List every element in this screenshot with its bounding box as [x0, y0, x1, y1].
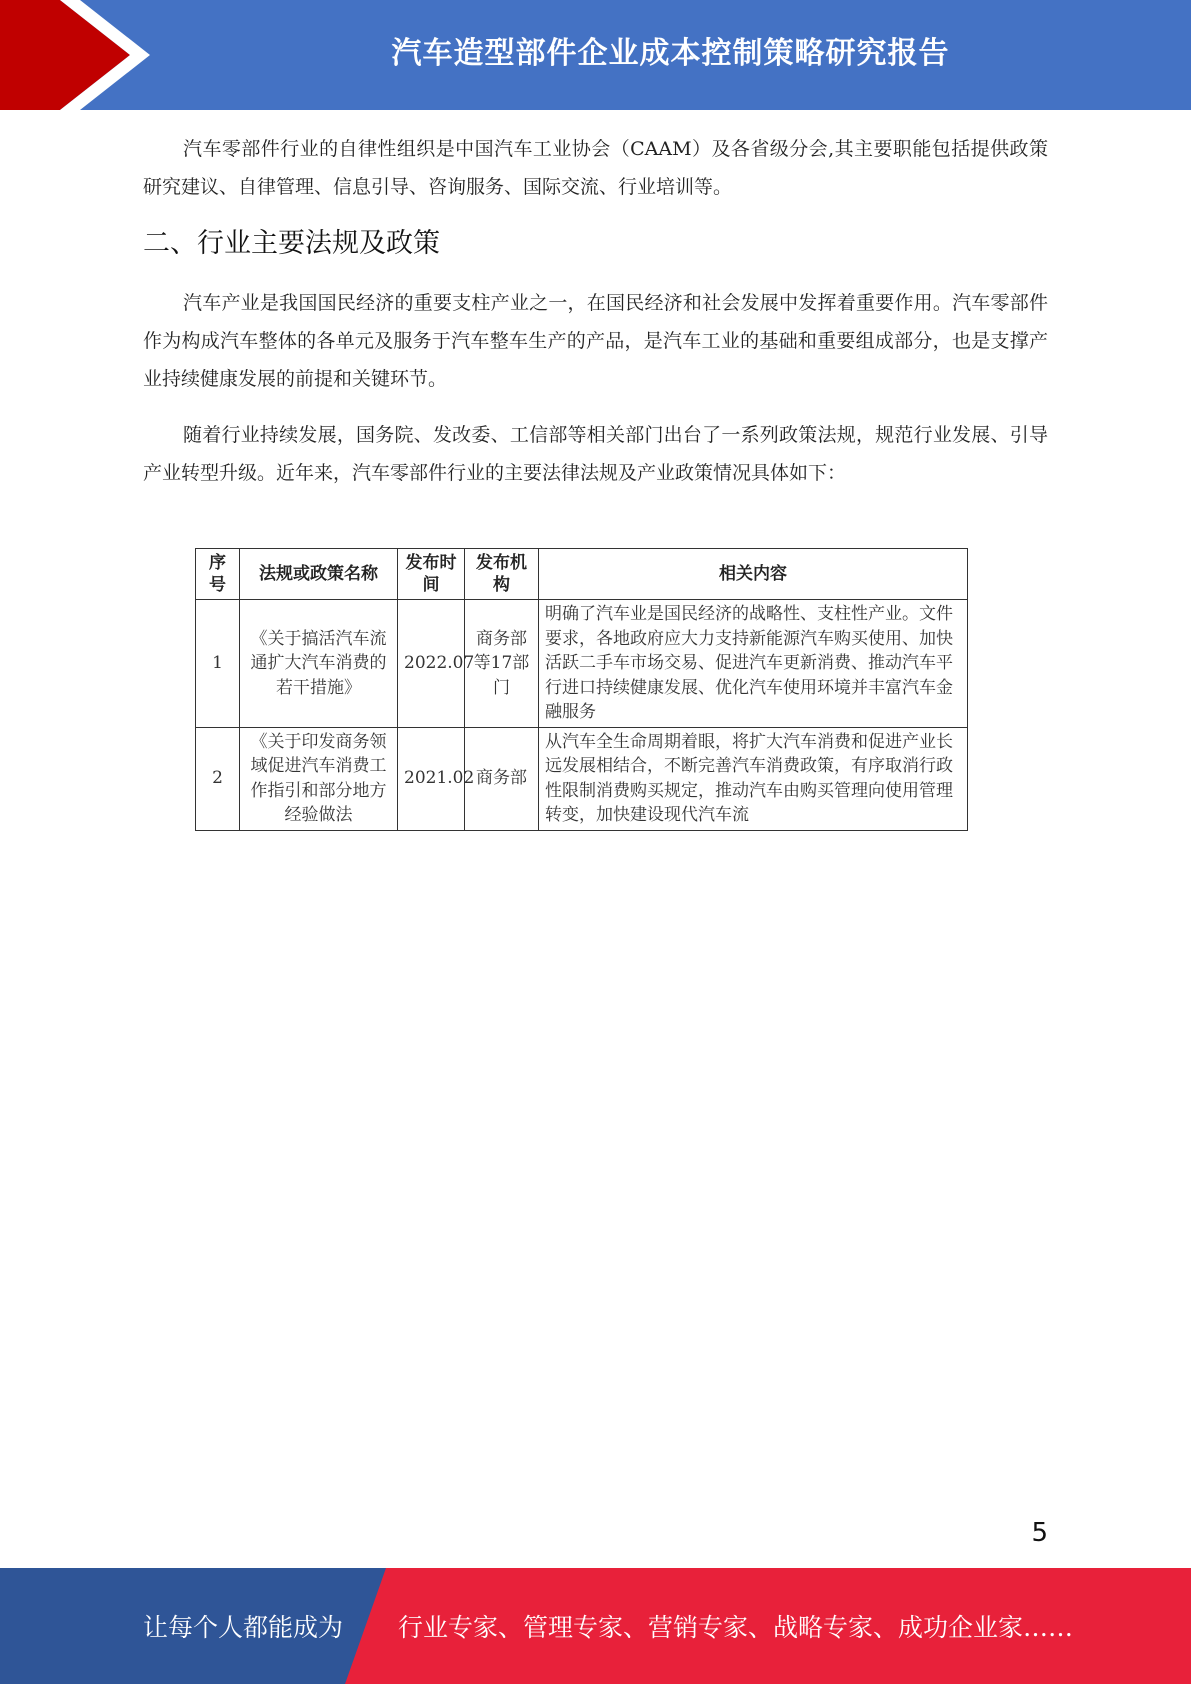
- footer-slogan-left: 让每个人都能成为: [143, 1613, 344, 1642]
- page-header: [0, 0, 1191, 110]
- cell-release-date: 2021.02: [398, 727, 465, 830]
- page-footer: [0, 1568, 1191, 1684]
- page-number: 5: [1031, 1518, 1048, 1548]
- header-number: 序号: [196, 549, 240, 600]
- policy-table-wrapper: [195, 548, 967, 831]
- cell-policy-name: 《关于搞活汽车流通扩大汽车消费的若干措施》: [240, 600, 398, 728]
- cell-issuing-agency: 商务部等17部门: [465, 600, 539, 728]
- cell-number: 2: [196, 727, 240, 830]
- header-arrow-decoration: [0, 0, 160, 110]
- header-content: 相关内容: [539, 549, 968, 600]
- policy-table: [195, 548, 968, 831]
- header-policy-name: 法规或政策名称: [240, 549, 398, 600]
- table-row: [196, 600, 968, 728]
- header-red-chevron: [0, 0, 130, 110]
- cell-release-date: 2022.07: [398, 600, 465, 728]
- table-row: [196, 727, 968, 830]
- cell-issuing-agency: 商务部: [465, 727, 539, 830]
- report-title: 汽车造型部件企业成本控制策略研究报告: [391, 36, 950, 71]
- footer-slogan-right: 行业专家、管理专家、营销专家、战略专家、成功企业家……: [398, 1613, 1074, 1642]
- cell-content: 从汽车全生命周期着眼，将扩大汽车消费和促进产业长远发展相结合，不断完善汽车消费政策，有序取消行政性限制消费购买规定，推动汽车由购买管理向使用管理转变，加快建设现代汽车流: [539, 727, 968, 830]
- cell-number: 1: [196, 600, 240, 728]
- header-issuing-agency: 发布机构: [465, 549, 539, 600]
- section-heading: 二、行业主要法规及政策: [143, 228, 440, 259]
- page-content: [143, 130, 1048, 510]
- cell-policy-name: 《关于印发商务领域促进汽车消费工作指引和部分地方经验做法: [240, 727, 398, 830]
- paragraph-policy-intro: 随着行业持续发展，国务院、发改委、工信部等相关部门出台了一系列政策法规，规范行业发展、引导产业转型升级。近年来，汽车零部件行业的主要法律法规及产业政策情况具体如下：: [143, 424, 1048, 484]
- table-header-row: [196, 549, 968, 600]
- paragraph-caam: 汽车零部件行业的自律性组织是中国汽车工业协会（CAAM）及各省级分会,其主要职能包括提供政策研究建议、自律管理、信息引导、咨询服务、国际交流、行业培训等。: [143, 138, 1048, 198]
- cell-content: 明确了汽车业是国民经济的战略性、支柱性产业。文件要求，各地政府应大力支持新能源汽车购买使用、加快活跃二手车市场交易、促进汽车更新消费、推动汽车平行进口持续健康发展、优化汽车使用环境并丰富汽车金融服务: [539, 600, 968, 728]
- paragraph-industry: 汽车产业是我国国民经济的重要支柱产业之一，在国民经济和社会发展中发挥着重要作用。汽车零部件作为构成汽车整体的各单元及服务于汽车整车生产的产品，是汽车工业的基础和重要组成部分，也是支撑产业持续健康发展的前提和关键环节。: [143, 292, 1048, 390]
- header-release-date: 发布时间: [398, 549, 465, 600]
